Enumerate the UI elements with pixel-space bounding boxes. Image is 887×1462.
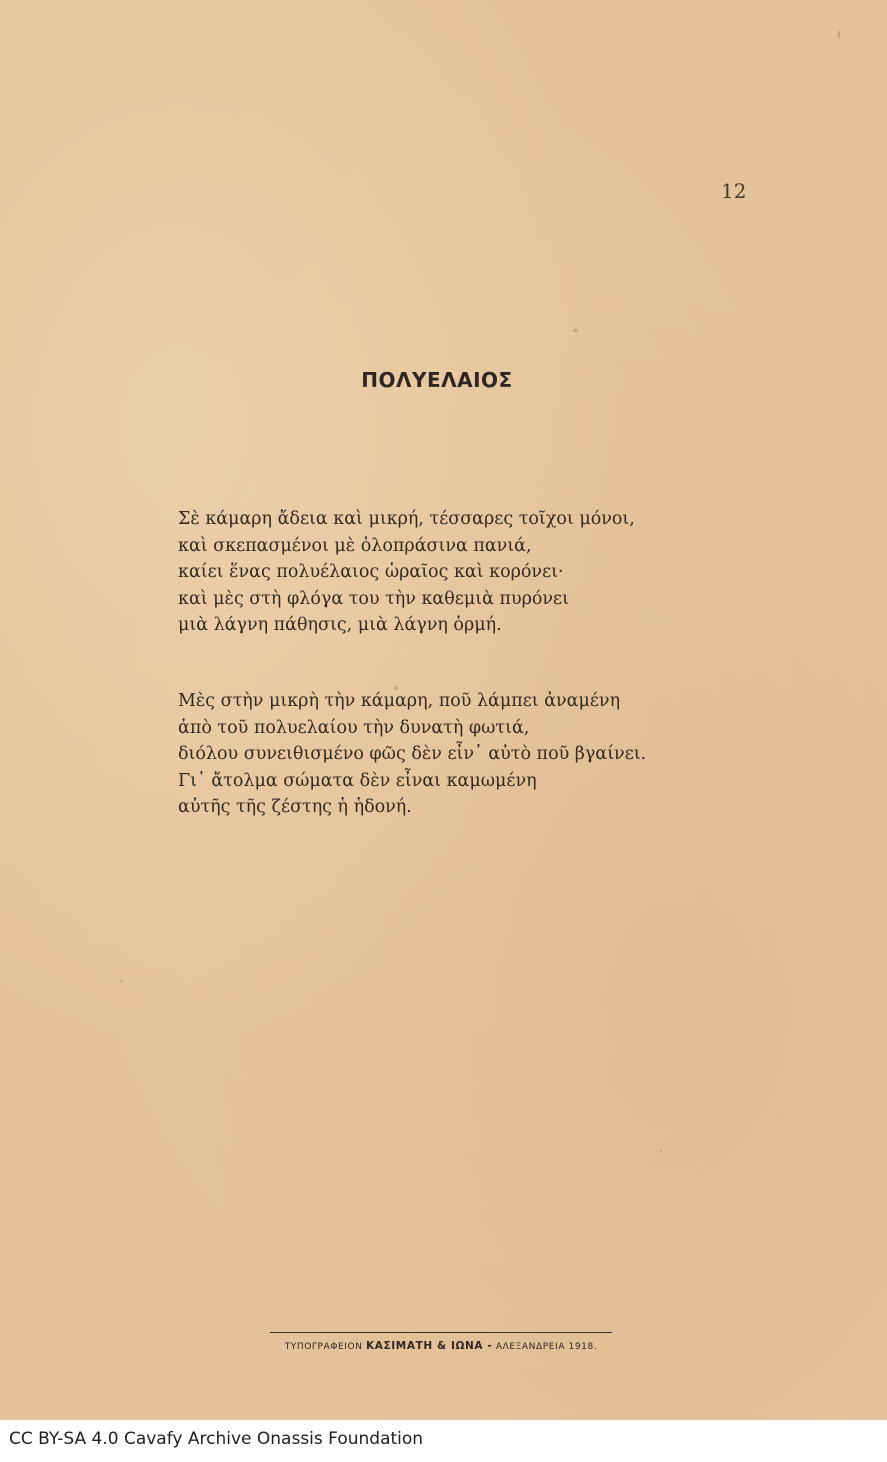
paper-speck (838, 30, 840, 39)
license-credit: CC BY-SA 4.0 Cavafy Archive Onassis Foundation (9, 1429, 424, 1449)
verse-line: διόλου συνειθισμένο φῶς δὲν εἶν᾽ αὐτὸ ποῦ βγαίνει. (178, 744, 647, 764)
poem-title: ΠΟΛΥΕΛΑΙΟΣ (361, 368, 513, 392)
paper-speck (394, 686, 398, 690)
verse-line: Μὲς στὴν μικρὴ τὴν κάμαρη, ποῦ λάμπει ἀναμένη (178, 691, 621, 711)
colophon-prefix: ΤΥΠΟΓΡΑΦΕΙΟΝ (284, 1342, 363, 1352)
page-number: 12 (721, 179, 747, 203)
paper-speck (660, 1150, 662, 1153)
printer-colophon (270, 1340, 612, 1352)
verse-line: αὐτῆς τῆς ζέστης ἡ ἡδονή. (178, 797, 412, 817)
verse-line: Σὲ κάμαρη ἄδεια καὶ μικρή, τέσσαρες τοῖχοι μόνοι, (178, 509, 635, 529)
verse-line: καὶ σκεπασμένοι μὲ ὁλοπράσινα πανιά, (178, 535, 532, 556)
verse-line: μιὰ λάγνη πάθησις, μιὰ λάγνη ὁρμή. (178, 615, 502, 635)
colophon-place-year: ΑΛΕΞΑΝΔΡΕΙΑ 1918. (495, 1342, 598, 1352)
verse-line: ἀπὸ τοῦ πολυελαίου τὴν δυνατὴ φωτιά, (178, 717, 530, 738)
colophon-printer-names: ΚΑΣΙΜΑΤΗ & ΙΩΝΑ - (366, 1340, 493, 1352)
verse-line: καίει ἕνας πολυέλαιος ὡραῖος καὶ κορόνει· (178, 562, 564, 582)
colophon-rule (270, 1332, 612, 1333)
verse-line: καὶ μὲς στὴ φλόγα του τὴν καθεμιὰ πυρόνει (178, 588, 569, 609)
verse-line: Γι᾽ ἄτολμα σώματα δὲν εἶναι καμωμένη (178, 770, 537, 791)
stanza-1 (178, 506, 635, 639)
paper-speck (573, 329, 578, 332)
paper-speck (120, 980, 123, 982)
stanza-2 (178, 688, 646, 821)
